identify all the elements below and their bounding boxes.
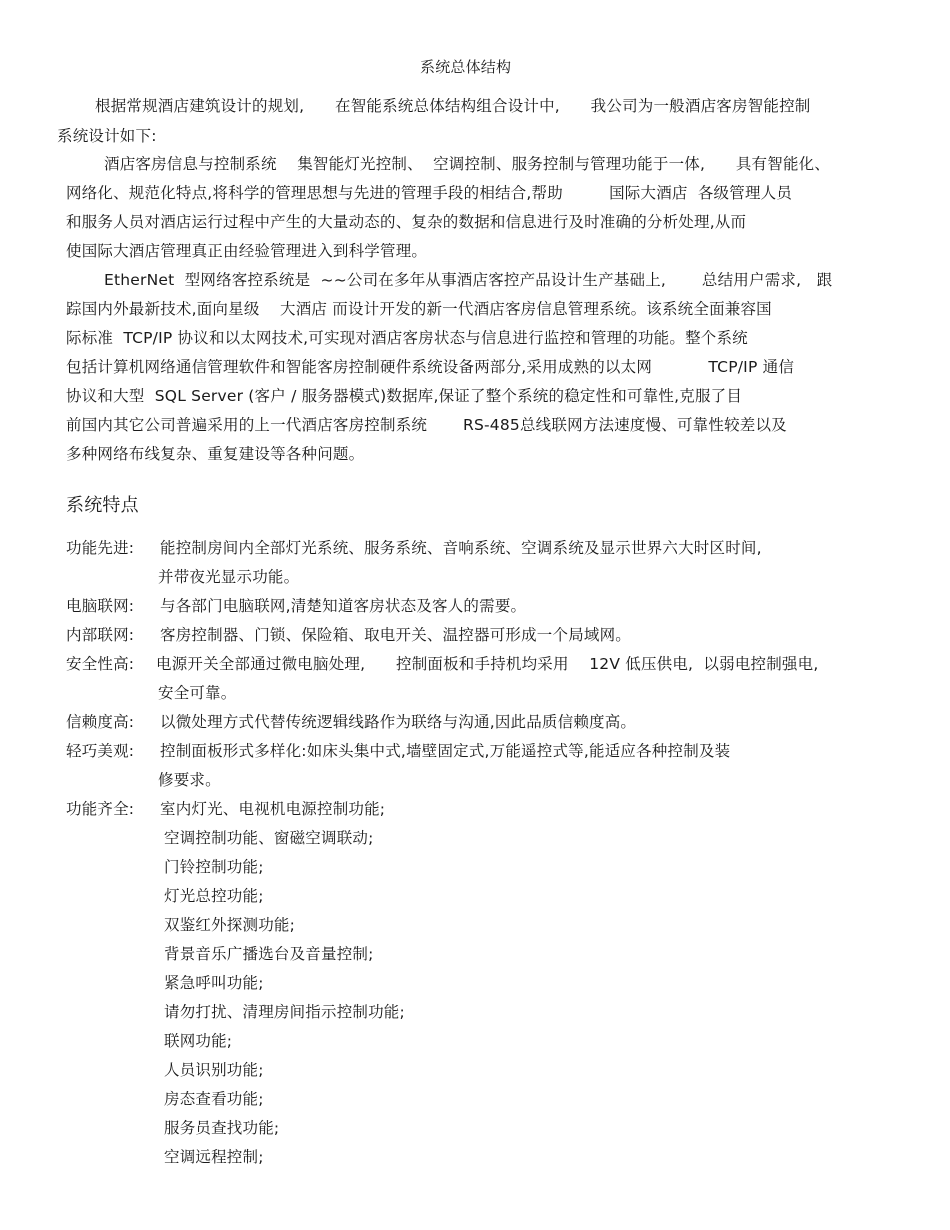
feature-label-reliability: 信赖度高: — [66, 713, 135, 731]
feature-list-item: 空调远程控制; — [164, 1148, 264, 1166]
feature-text-advanced: 能控制房间内全部灯光系统、服务系统、音响系统、空调系统及显示世界六大时区时间, — [160, 539, 762, 557]
section-heading: 系统特点 — [66, 495, 139, 516]
feature-list-item: 紧急呼叫功能; — [164, 974, 264, 992]
para2-line-5: 协议和大型 SQL Server (客户 / 服务器模式)数据库,保证了整个系统的稳定性和可靠性,克服了目 — [66, 387, 743, 405]
para2-line-1: EtherNet 型网络客控系统是 ~~公司在多年从事酒店客控产品设计生产基础上, 总结用户需求, 跟 — [104, 271, 833, 289]
page-title: 系统总体结构 — [420, 58, 512, 76]
feature-label-lan: 内部联网: — [66, 626, 135, 644]
para1-line-1: 酒店客房信息与控制系统 集智能灯光控制、 空调控制、服务控制与管理功能于一体, 具有智能化、 — [104, 155, 831, 173]
feature-text-design: 控制面板形式多样化:如床头集中式,墙壁固定式,万能遥控式等,能适应各种控制及装 — [160, 742, 731, 760]
feature-list-item: 灯光总控功能; — [164, 887, 264, 905]
feature-label-pc-network: 电脑联网: — [66, 597, 135, 615]
feature-list-item: 双鉴红外探测功能; — [164, 916, 296, 934]
feature-label-advanced: 功能先进: — [66, 539, 135, 557]
para2-line-3: 际标准 TCP/IP 协议和以太网技术,可实现对酒店客房状态与信息进行监控和管理的功能。整个系统 — [66, 329, 748, 347]
feature-list-item: 联网功能; — [164, 1032, 233, 1050]
feature-text-reliability: 以微处理方式代替传统逻辑线路作为联络与沟通,因此品质信赖度高。 — [160, 713, 637, 731]
feature-text-safety: 电源开关全部通过微电脑处理, 控制面板和手持机均采用 12V 低压供电, 以弱电控制强电, — [156, 655, 819, 673]
feature-list-item: 空调控制功能、窗磁空调联动; — [164, 829, 374, 847]
para1-line-4: 使国际大酒店管理真正由经验管理进入到科学管理。 — [66, 242, 428, 260]
feature-label-complete: 功能齐全: — [66, 800, 135, 818]
feature-text-safety-cont: 安全可靠。 — [158, 684, 237, 702]
feature-list-item: 门铃控制功能; — [164, 858, 264, 876]
feature-text-advanced-cont: 并带夜光显示功能。 — [158, 568, 300, 586]
feature-label-safety: 安全性高: — [66, 655, 135, 673]
para2-line-6: 前国内其它公司普遍采用的上一代酒店客房控制系统 RS-485总线联网方法速度慢、可靠性较差以及 — [66, 416, 787, 434]
feature-list-item: 背景音乐广播选台及音量控制; — [164, 945, 374, 963]
para2-line-2: 踪国内外最新技术,面向星级 大酒店 而设计开发的新一代酒店客房信息管理系统。该系统全面兼容国 — [66, 300, 772, 318]
para2-line-4: 包括计算机网络通信管理软件和智能客房控制硬件系统设备两部分,采用成熟的以太网 TCP/IP 通信 — [66, 358, 795, 376]
para2-line-7: 多种网络布线复杂、重复建设等各种问题。 — [66, 445, 365, 463]
feature-list-item: 房态查看功能; — [164, 1090, 264, 1108]
intro-line-2: 系统设计如下: — [57, 127, 157, 145]
feature-text-pc-network: 与各部门电脑联网,清楚知道客房状态及客人的需要。 — [160, 597, 527, 615]
intro-line-1: 根据常规酒店建筑设计的规划, 在智能系统总体结构组合设计中, 我公司为一般酒店客房智能控制 — [95, 97, 811, 115]
para1-line-3: 和服务人员对酒店运行过程中产生的大量动态的、复杂的数据和信息进行及时准确的分析处理,从而 — [66, 213, 747, 231]
feature-label-design: 轻巧美观: — [66, 742, 135, 760]
feature-list-item: 室内灯光、电视机电源控制功能; — [160, 800, 386, 818]
feature-text-design-cont: 修要求。 — [158, 771, 221, 789]
feature-list-item: 人员识别功能; — [164, 1061, 264, 1079]
feature-list-item: 服务员查找功能; — [164, 1119, 280, 1137]
feature-list-item: 请勿打扰、清理房间指示控制功能; — [164, 1003, 405, 1021]
feature-text-lan: 客房控制器、门锁、保险箱、取电开关、温控器可形成一个局域网。 — [160, 626, 632, 644]
para1-line-2: 网络化、规范化特点,将科学的管理思想与先进的管理手段的相结合,帮助 国际大酒店 各级管理人员 — [66, 184, 793, 202]
